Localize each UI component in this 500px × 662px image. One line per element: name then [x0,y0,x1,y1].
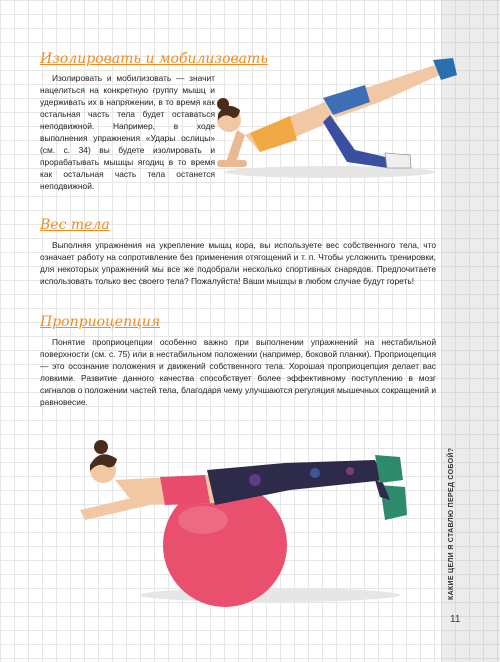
arm [225,130,245,165]
forearm [217,160,247,167]
leggings [207,460,385,505]
donkey-kick-illustration [205,40,470,185]
shoe [385,153,411,168]
ball-superman-illustration [75,425,420,610]
heading-body-weight: Вес тела [40,217,110,233]
paragraph-isolate: Изолировать и мобилизовать — значит нацелиться на конкретную группу мышц и удерживать их в напряжении, в то время как остальная часть тела будет оставаться неподвижной. Например, в ходе выполнения упражнения «Удары ослицы» (см. с. 34) вы будете изолировать и прорабатывать мышцы ягодиц в то время как остальная часть тела останется неподвижной. [40,73,215,191]
hair-bun [94,440,108,454]
kneeling-leg [323,115,390,168]
hair-bun [217,98,229,110]
chapter-label: КАКИЕ ЦЕЛИ Я СТАВЛЮ ПЕРЕД СОБОЙ? [448,447,455,600]
floor-shadow [140,588,400,602]
paragraph-proprioception: Понятие проприоцепции особенно важно при выполнении упражнений на нестабильной поверхности (см. с. 75) или в нестабильном положении (например, боковой планки). Проприоцепция — это осознание положения и движений собственного тела. Хорошая проприоцепция делает вас ловкими. Развитие данного качества способствует более эффективному поступлению в мозг сигналов о положении частей тела, благодаря чему улучшаются регуляция мышечных сокращений и равновесие. [40,337,436,407]
page-number: 11 [450,614,461,625]
sports-top [160,475,210,505]
heading-isolate: Изолировать и мобилизовать [40,51,268,67]
raised-shoe [433,58,457,80]
heading-proprioception: Проприоцепция [40,314,161,330]
paragraph-body-weight: Выполняя упражнения на укрепление мышц кора, вы используете вес собственного тела, что означает работу на сопротивление без применения отягощений и т. п. Чтобы усложнить тренировки, для некоторых упражнений мы все же подобрали несколько спортивных снарядов. Предпочитаете использовать только вес своего тела? Пожалуйста! Ваши мышцы в любом случае будут гореть! [40,240,436,286]
